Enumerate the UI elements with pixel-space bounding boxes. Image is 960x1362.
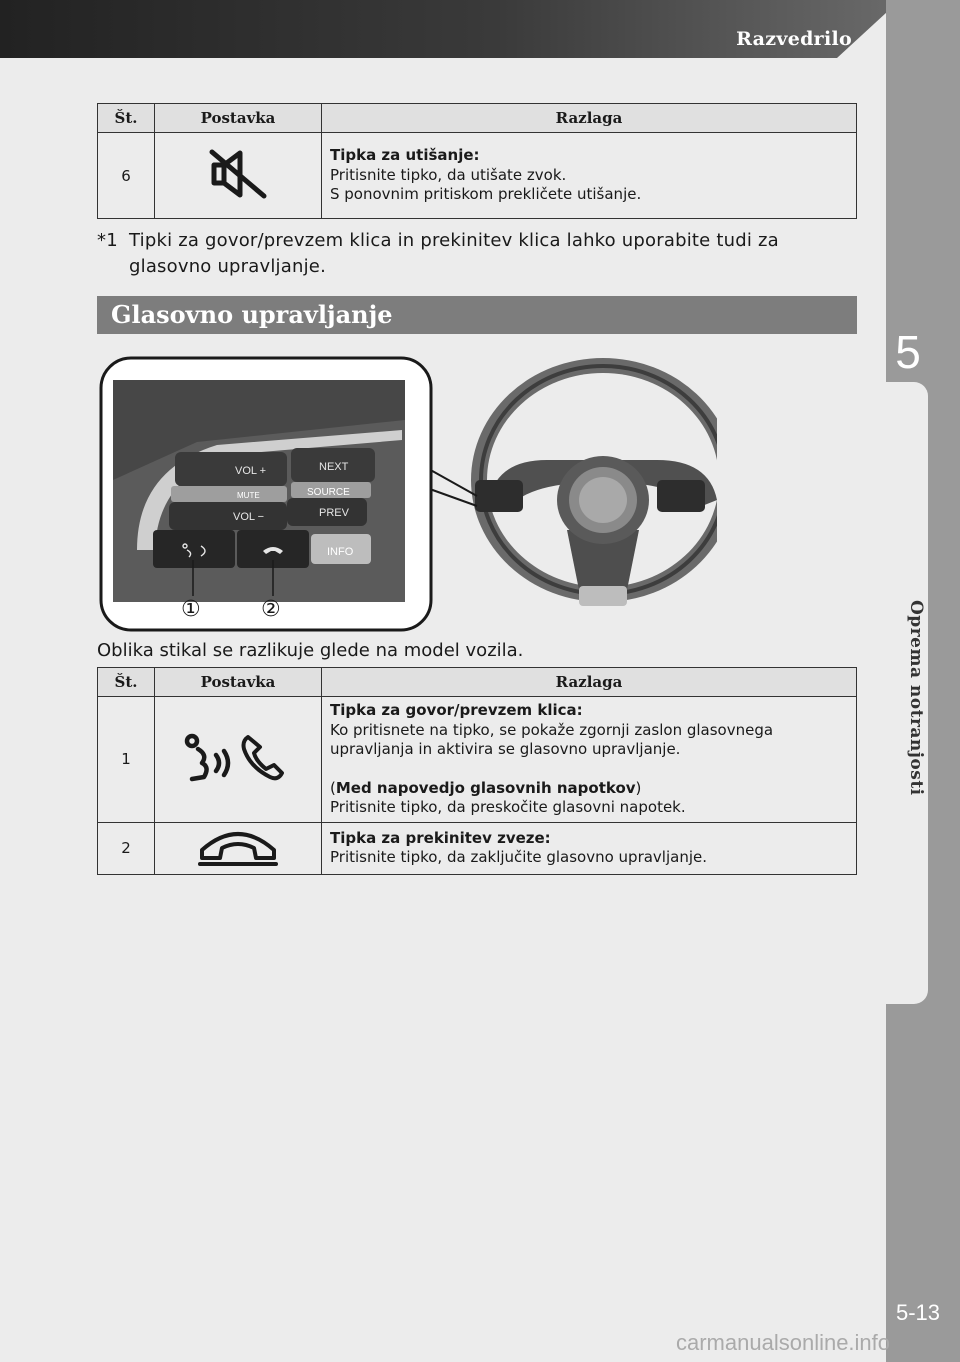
- col-header-item: Postavka: [155, 668, 322, 697]
- header-title: Razvedrilo: [736, 28, 852, 50]
- table-row: [98, 822, 857, 874]
- row-line: Ko pritisnete na tipko, se pokaže zgornji zaslon glasovnega: [330, 720, 774, 739]
- callout-1: ①: [181, 597, 201, 622]
- figure-caption: Oblika stikal se razlikuje glede na model vozila.: [97, 640, 524, 661]
- col-header-desc: Razlaga: [322, 668, 857, 697]
- row-line: Pritisnite tipko, da zaključite glasovno upravljanje.: [330, 848, 707, 866]
- row-line: upravljanja in aktivira se glasovno upravljanje.: [330, 740, 681, 758]
- chapter-number: 5: [895, 326, 921, 378]
- inset-closeup: [101, 358, 431, 630]
- mute-icon: [206, 146, 270, 202]
- prev-track-label: PREV: [319, 507, 349, 519]
- table-row: [98, 697, 857, 823]
- col-header-item: Postavka: [155, 104, 322, 133]
- row-subheading: (Med napovedjo glasovnih napotkov): [330, 778, 642, 797]
- footnote-text: Tipki za govor/prevzem klica in prekinitev klica lahko uporabite tudi za glasovno upravljanje.: [129, 230, 779, 277]
- talk-phone-icon: [178, 727, 298, 787]
- watermark: carmanualsonline.info: [676, 1330, 891, 1355]
- source-label: SOURCE: [307, 487, 350, 498]
- col-header-no: Št.: [98, 104, 155, 133]
- row-line: Pritisnite tipko, da preskočite glasovni napotek.: [330, 798, 686, 816]
- next-track-label: NEXT: [319, 461, 349, 473]
- col-header-no: Št.: [98, 668, 155, 697]
- row-title: Tipka za govor/prevzem klica:: [330, 701, 583, 719]
- steering-wheel-figure: [97, 350, 717, 636]
- footnote: [97, 228, 857, 280]
- col-header-desc: Razlaga: [322, 104, 857, 133]
- row-line: S ponovnim pritiskom prekličete utišanje.: [330, 185, 642, 204]
- table-row: [98, 133, 857, 219]
- vol-down-label: VOL −: [233, 511, 265, 523]
- mute-label: MUTE: [237, 491, 260, 500]
- table-header-row: [98, 104, 857, 133]
- row-number: 6: [98, 133, 155, 219]
- row-title: Tipka za utišanje:: [330, 146, 480, 165]
- callout-2: ②: [261, 597, 281, 622]
- page-number: 5-13: [895, 1300, 941, 1325]
- chapter-label: Oprema notranjosti: [906, 600, 926, 796]
- table-header-row: [98, 668, 857, 697]
- voice-control-table: [97, 667, 857, 875]
- hang-up-icon: [196, 824, 280, 868]
- mute-table: [97, 103, 857, 219]
- steering-wheel-illustration: [471, 358, 717, 606]
- row-number: 1: [98, 697, 155, 823]
- vol-up-label: VOL +: [235, 465, 267, 477]
- footnote-mark: *1: [97, 230, 118, 251]
- row-title: Tipka za prekinitev zveze:: [330, 828, 551, 847]
- section-title: Glasovno upravljanje: [97, 296, 857, 334]
- info-label: INFO: [327, 546, 354, 558]
- row-number: 2: [98, 822, 155, 874]
- row-line: Pritisnite tipko, da utišate zvok.: [330, 165, 567, 184]
